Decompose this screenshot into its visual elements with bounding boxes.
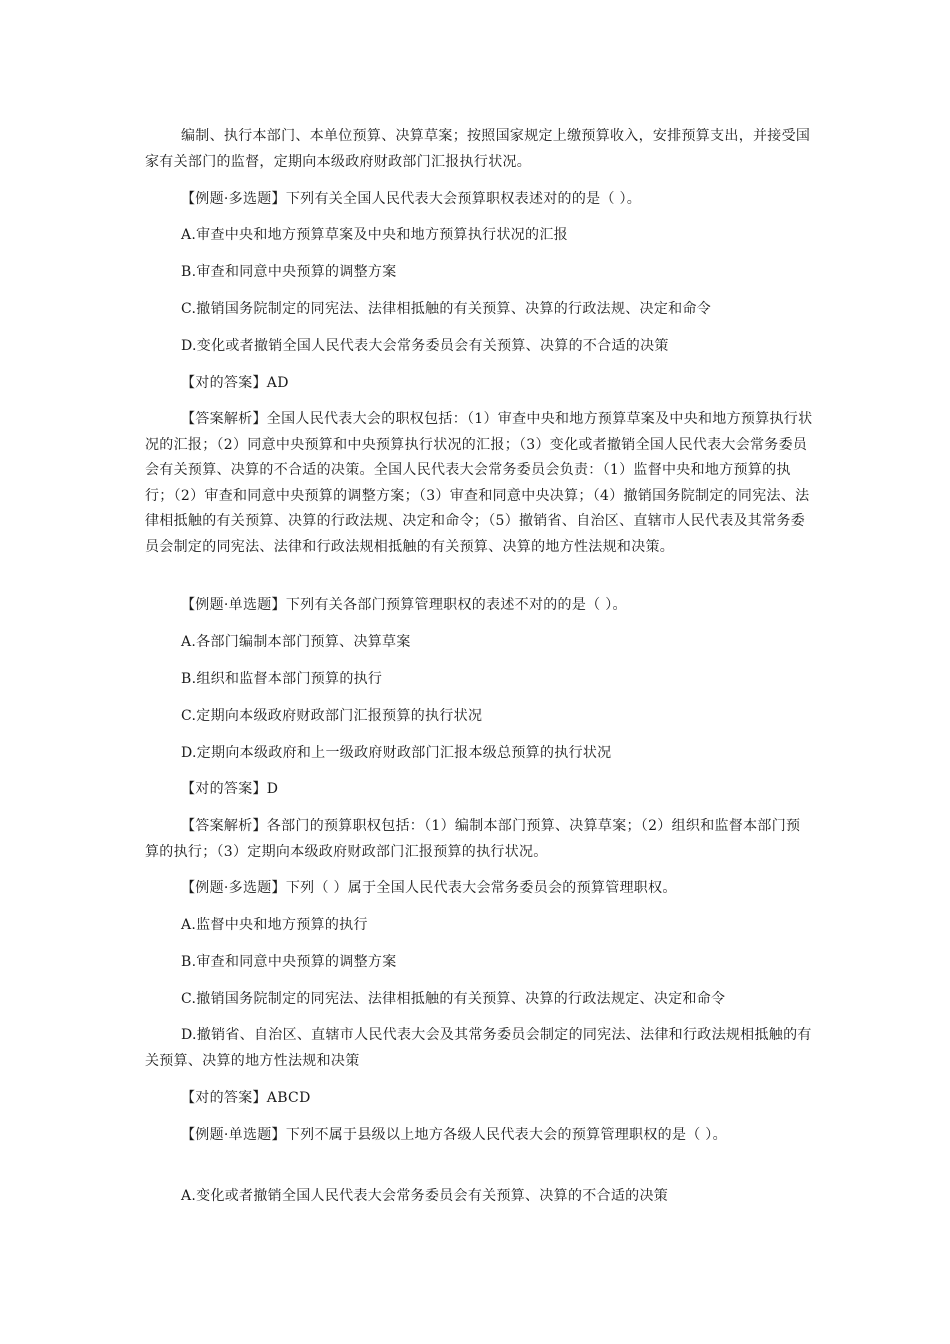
intro-paragraph: 编制、执行本部门、本单位预算、决算草案；按照国家规定上缴预算收入，安排预算支出，并接受国家有关部门的监督，定期向本级政府财政部门汇报执行状况。 bbox=[145, 128, 811, 170]
question-1-answer: 【对的答案】AD bbox=[181, 375, 289, 391]
question-2-option-c: C.定期向本级政府财政部门汇报预算的执行状况 bbox=[181, 708, 483, 724]
question-1-stem: 【例题·多选题】下列有关全国人民代表大会预算职权表述对的的是（ ）。 bbox=[181, 191, 642, 207]
question-2-option-d: D.定期向本级政府和上一级政府财政部门汇报本级总预算的执行状况 bbox=[181, 745, 612, 761]
question-1-option-a: A.审查中央和地方预算草案及中央和地方预算执行状况的汇报 bbox=[181, 227, 568, 243]
question-3-option-b: B.审查和同意中央预算的调整方案 bbox=[181, 954, 397, 970]
question-2-explanation: 【答案解析】各部门的预算职权包括：（1）编制本部门预算、决算草案；（2）组织和监督本部门预算的执行；（3）定期向本级政府财政部门汇报预算的执行状况。 bbox=[145, 818, 801, 860]
question-3-answer: 【对的答案】ABCD bbox=[181, 1090, 311, 1106]
question-2-option-b: B.组织和监督本部门预算的执行 bbox=[181, 671, 383, 687]
question-1-option-b: B.审查和同意中央预算的调整方案 bbox=[181, 264, 397, 280]
question-2-answer: 【对的答案】D bbox=[181, 781, 279, 797]
question-2-stem: 【例题·单选题】下列有关各部门预算管理职权的表述不对的的是（ ）。 bbox=[181, 597, 627, 613]
question-1-option-d: D.变化或者撤销全国人民代表大会常务委员会有关预算、决算的不合适的决策 bbox=[181, 338, 669, 354]
question-1-option-c: C.撤销国务院制定的同宪法、法律相抵触的有关预算、决算的行政法规、决定和命令 bbox=[181, 301, 712, 317]
question-3-stem: 【例题·多选题】下列（ ）属于全国人民代表大会常务委员会的预算管理职权。 bbox=[181, 880, 677, 896]
question-3-option-c: C.撤销国务院制定的同宪法、法律相抵触的有关预算、决算的行政法规定、决定和命令 bbox=[181, 991, 726, 1007]
question-2-option-a: A.各部门编制本部门预算、决算草案 bbox=[181, 634, 411, 650]
question-1-explanation: 【答案解析】全国人民代表大会的职权包括：（1）审查中央和地方预算草案及中央和地方预算执行状况的汇报；（2）同意中央预算和中央预算执行状况的汇报；（3）变化或者撤销全国人民代表大会常务委员会有关预算、决算的不合适的决策。全国人民代表大会常务委员会负责：（1）监督中央和地方预算的执行；（2）审查和同意中央预算的调整方案；（3）审查和同意中央决算；（4）撤销国务院制定的同宪法、法律相抵触的有关预算、决算的行政法规、决定和命令；（5）撤销省、自治区、直辖市人民代表及其常务委员会制定的同宪法、法律和行政法规相抵触的有关预算、决算的地方性法规和决策。 bbox=[145, 411, 813, 555]
question-4-stem: 【例题·单选题】下列不属于县级以上地方各级人民代表大会的预算管理职权的是（ ）。 bbox=[181, 1127, 727, 1143]
question-4-option-a: A.变化或者撤销全国人民代表大会常务委员会有关预算、决算的不合适的决策 bbox=[181, 1188, 669, 1204]
question-3-option-a: A.监督中央和地方预算的执行 bbox=[181, 917, 368, 933]
question-3-option-d: D.撤销省、自治区、直辖市人民代表大会及其常务委员会制定的同宪法、法律和行政法规相抵触的有关预算、决算的地方性法规和决策 bbox=[145, 1027, 812, 1069]
